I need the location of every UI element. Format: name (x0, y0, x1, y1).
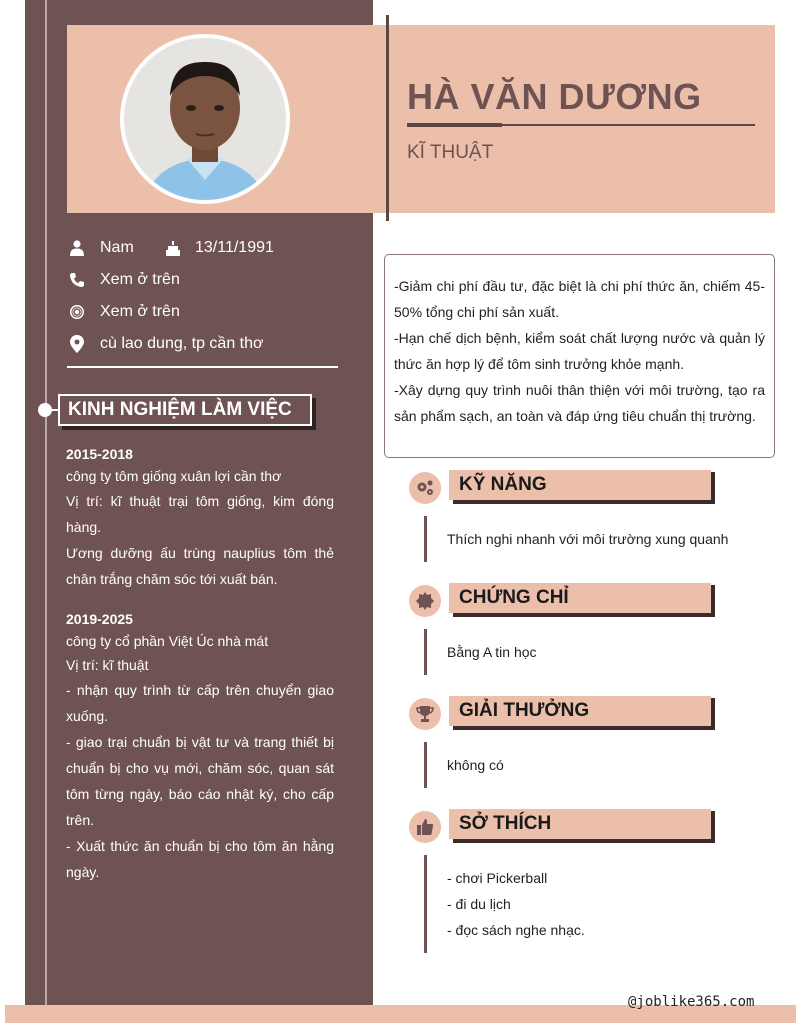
job-title: KĨ THUẬT (407, 142, 494, 163)
phone-row (67, 268, 180, 292)
gender-row (67, 236, 274, 260)
experience-line: Ương dưỡng ấu trùng nauplius tôm thẻ chân trắng chăm sóc tới xuất bán. (66, 545, 334, 587)
summary-line: -Xây dựng quy trình nuôi thân thiện với môi trường, tạo ra sản phẩm sạch, an toàn và đáp ứng tiêu chuẩn thị trường. (394, 382, 765, 424)
experience-period: 2015-2018 (66, 446, 133, 462)
section-rule (424, 629, 427, 675)
birthday-value: 13/11/1991 (195, 239, 274, 256)
email-value[interactable]: Xem ở trên (100, 303, 180, 320)
summary-line: -Hạn chế dịch bệnh, kiểm soát chất lượng nước và quản lý thức ăn hợp lý để tôm sinh trưởng khỏe mạnh. (394, 330, 765, 372)
timeline-dot (38, 403, 52, 417)
header-divider (386, 15, 389, 221)
skill-item: Thích nghi nhanh với môi trường xung quanh (447, 531, 729, 547)
phone-value[interactable]: Xem ở trên (100, 271, 180, 288)
section-rule (424, 855, 427, 953)
contact-divider (67, 366, 338, 368)
phone-icon (67, 270, 87, 290)
location-pin-icon (67, 334, 87, 354)
hobby-item: - chơi Pickerball (447, 870, 548, 886)
hobby-item: - đi du lịch (447, 896, 511, 912)
thumbs-up-icon (409, 811, 441, 843)
experience-company: công ty cổ phần Việt Úc nhà mát (66, 633, 269, 649)
gears-icon (409, 472, 441, 504)
awards-heading: GIẢI THƯỞNG (449, 696, 711, 726)
certificates-heading: CHỨNG CHỈ (449, 583, 711, 613)
experience-company: công ty tôm giống xuân lợi cần thơ (66, 468, 282, 484)
certificate-item: Bằng A tin học (447, 644, 537, 660)
address-row (67, 332, 264, 356)
experience-line: - nhận quy trình từ cấp trên chuyển giao xuống. (66, 682, 334, 724)
birthday-cake-icon (163, 238, 183, 258)
award-item: không có (447, 757, 504, 773)
section-rule (424, 516, 427, 562)
experience-line: - giao trại chuẩn bị vật tư và trang thiết bị chuẩn bị cho vụ mới, chăm sóc, quan sát tôm từng ngày, báo cáo nhật ký, cho cấp trên. (66, 734, 334, 828)
summary-line: -Giảm chi phí đầu tư, đặc biệt là chi phí thức ăn, chiếm 45-50% tổng chi phí sản xuất. (394, 278, 765, 320)
experience-period: 2019-2025 (66, 611, 133, 627)
sidebar-timeline-line (45, 0, 47, 1023)
certificate-badge-icon (409, 585, 441, 617)
experience-line: - Xuất thức ăn chuẩn bị cho tôm ăn hằng ngày. (66, 838, 334, 880)
experience-entry (66, 609, 334, 885)
experience-heading: KINH NGHIỆM LÀM VIỆC (58, 394, 312, 426)
experience-line: Vị trí: kĩ thuật (66, 657, 149, 673)
at-sign-icon (67, 302, 87, 322)
hobbies-heading: SỞ THÍCH (449, 809, 711, 839)
career-summary (384, 254, 775, 458)
address-value: cù lao dung, tp cần thơ (100, 335, 264, 352)
email-row (67, 300, 180, 324)
hobby-item: - đọc sách nghe nhạc. (447, 922, 585, 938)
section-rule (424, 742, 427, 788)
full-name: HÀ VĂN DƯƠNG (407, 76, 702, 117)
trophy-icon (409, 698, 441, 730)
experience-line: Vị trí: kĩ thuật trại tôm giống, kim đóng hàng. (66, 493, 334, 535)
experience-entry (66, 444, 334, 592)
name-underline-accent (407, 123, 502, 127)
gender-value: Nam (100, 239, 134, 256)
avatar (120, 34, 290, 204)
watermark: @joblike365.com (628, 994, 755, 1010)
skills-heading: KỸ NĂNG (449, 470, 711, 500)
person-icon (67, 238, 87, 258)
avatar-photo (124, 38, 286, 200)
